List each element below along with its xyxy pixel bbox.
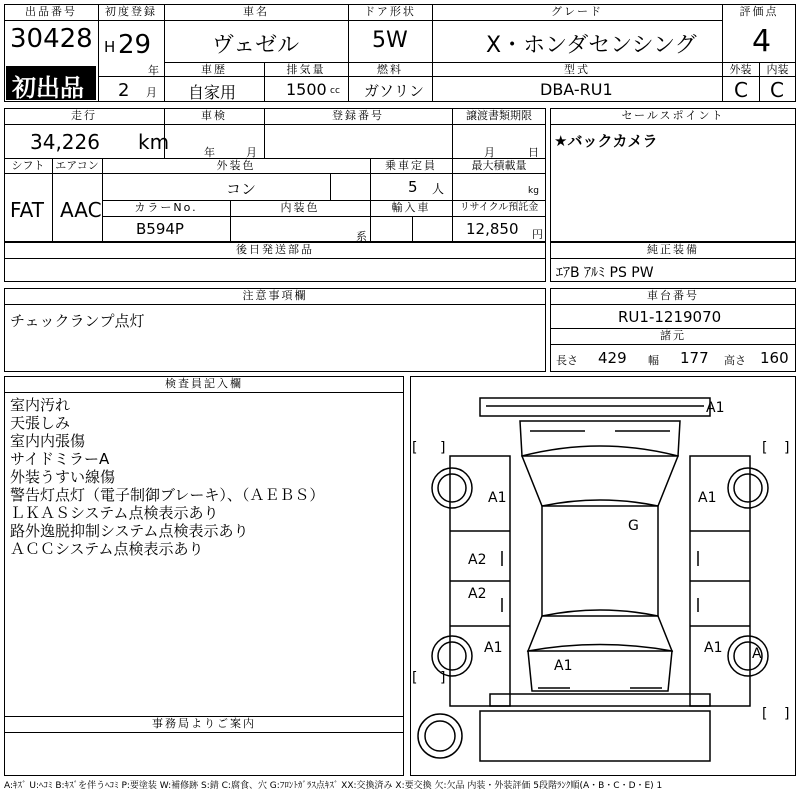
- displacement-label: 排気量: [286, 63, 326, 76]
- dims-label: 諸元: [660, 329, 686, 342]
- door-label: ドア形状: [364, 5, 416, 18]
- damage-rear-tire: A: [752, 646, 762, 662]
- bracket-open-rear-right: [: [762, 706, 768, 722]
- damage-windshield: G: [628, 518, 639, 534]
- inspector-line: 天張しみ: [10, 414, 71, 432]
- damage-left-front-door: A2: [468, 552, 487, 568]
- import-label: 輸入車: [391, 201, 431, 214]
- exterior-grade: C: [734, 78, 748, 102]
- load-unit: kg: [528, 186, 539, 196]
- exterior-label: 外装: [729, 63, 752, 76]
- fuel-value: ガソリン: [364, 82, 425, 100]
- door-type: 5W: [372, 28, 408, 53]
- notes-label: 注意事項欄: [242, 289, 308, 302]
- chassis-value: RU1-1219070: [618, 308, 722, 326]
- height-label: 高さ: [724, 354, 746, 367]
- height-value: 160: [760, 349, 789, 367]
- shift-value: FAT: [10, 198, 45, 222]
- sales-point-label: セールスポイント: [621, 109, 725, 122]
- inspector-line: サイドミラーA: [10, 450, 110, 468]
- era: H: [104, 38, 116, 56]
- color-no-value: B594P: [136, 220, 184, 238]
- damage-left-rear-door: A2: [468, 586, 487, 602]
- chassis-label: 車台番号: [647, 289, 699, 302]
- bracket-open-right: [: [762, 440, 768, 456]
- first-reg-label: 初度登録: [105, 5, 157, 18]
- score-label: 評価点: [739, 5, 779, 18]
- damage-front-right-fender: A1: [698, 490, 717, 506]
- damage-front-bumper: A1: [706, 400, 725, 416]
- sales-point-panel: [550, 108, 796, 242]
- recycle-unit: 円: [532, 228, 543, 241]
- inspection-label: 車検: [201, 109, 227, 122]
- model-label: 車名: [243, 5, 269, 18]
- equipment-label: 純正装備: [647, 243, 699, 256]
- reg-year: 29: [118, 30, 152, 60]
- recycle-value: 12,850: [466, 220, 519, 238]
- sales-point-value: ★バックカメラ: [554, 132, 658, 150]
- load-label: 最大積載量: [471, 159, 527, 172]
- color-value: コン: [226, 180, 257, 198]
- ac-label: エアコン: [55, 159, 99, 172]
- inspector-line: 警告灯点灯（電子制御ブレーキ）、（ＡＥＢＳ）: [10, 486, 325, 504]
- inspector-line: 室内内張傷: [10, 432, 86, 450]
- mileage-unit: km: [138, 130, 170, 154]
- capacity-label: 乗車定員: [385, 159, 437, 172]
- reg-month: 2: [118, 80, 130, 101]
- transfer-month: 月: [484, 146, 495, 159]
- inspector-line: 室内汚れ: [10, 396, 71, 414]
- first-listing-text: 初出品: [12, 74, 84, 102]
- car-diagram: [410, 376, 796, 776]
- model-name: ヴェゼル: [212, 33, 300, 58]
- inspector-line: 外装うすい線傷: [10, 468, 116, 486]
- bracket-close-rear-right: ]: [784, 706, 790, 722]
- mileage-value: 34,226: [30, 130, 100, 154]
- inspector-line: ＬＫＡＳシステム点検表示あり: [10, 504, 219, 522]
- history-label: 車歴: [201, 63, 227, 76]
- length-value: 429: [598, 349, 627, 367]
- displacement-value: 1500: [286, 80, 327, 99]
- bracket-close: ]: [440, 440, 446, 456]
- inspector-label: 検査員記入欄: [165, 377, 243, 390]
- notes-value: チェックランプ点灯: [10, 312, 145, 330]
- shift-label: シフト: [11, 159, 45, 172]
- bracket-open-rear: [: [412, 670, 418, 686]
- grade-label: グレード: [551, 5, 603, 18]
- transfer-label: 譲渡書類期限: [466, 109, 532, 122]
- type-value: DBA-RU1: [540, 80, 613, 99]
- lot-label: 出品番号: [25, 5, 77, 18]
- damage-trunk: A1: [554, 658, 573, 674]
- interior-label: 内装: [766, 63, 789, 76]
- length-label: 長さ: [556, 354, 578, 367]
- damage-front-left-fender: A1: [488, 490, 507, 506]
- reg-month-unit: 月: [146, 86, 157, 99]
- bracket-close-rear: ]: [440, 670, 446, 686]
- history-value: 自家用: [188, 83, 237, 102]
- later-parts-label: 後日発送部品: [236, 243, 314, 256]
- type-label: 型式: [564, 63, 590, 76]
- mileage-label: 走行: [71, 109, 97, 122]
- damage-rear-right-fender: A1: [704, 640, 723, 656]
- capacity-value: 5: [408, 178, 418, 196]
- width-label: 幅: [648, 354, 659, 367]
- bracket-close-right: ]: [784, 440, 790, 456]
- color-label: 外装色: [216, 159, 256, 172]
- displacement-unit: cc: [330, 86, 340, 96]
- width-value: 177: [680, 349, 709, 367]
- color-no-label: カラーNo.: [134, 201, 198, 214]
- interior-grade: C: [770, 78, 784, 102]
- inspector-line: ＡＣＣシステム点検表示あり: [10, 540, 204, 558]
- registration-label: 登録番号: [332, 109, 384, 122]
- damage-rear-left-fender: A1: [484, 640, 503, 656]
- lot-number: 30428: [10, 24, 93, 54]
- fuel-label: 燃料: [377, 63, 403, 76]
- inspector-line: 路外逸脱抑制システム点検表示あり: [10, 522, 249, 540]
- legend: A:ｷｽﾞ U:ﾍｺﾐ B:ｷｽﾞを伴うﾍｺﾐ P:要塗装 W:補修跡 S:錆 C:腐食、穴 G:ﾌﾛﾝﾄｶﾞﾗｽ点ｷｽﾞ XX:交換済み X:要交換 欠:欠品 内装・外装評価 5段階ﾗﾝｸ順(A・B・C・D・E) 1: [4, 781, 663, 791]
- reg-year-unit: 年: [148, 64, 159, 77]
- score-value: 4: [752, 24, 772, 59]
- int-color-unit: 系: [356, 230, 367, 243]
- equipment-value: ｴｱB ｱﾙﾐ PS PW: [556, 265, 654, 281]
- recycle-label: リサイクル預託金: [459, 202, 539, 213]
- grade-value: X・ホンダセンシング: [486, 33, 697, 58]
- insp-month-unit: 月: [246, 146, 257, 159]
- capacity-unit: 人: [432, 182, 445, 196]
- bracket-open: [: [412, 440, 418, 456]
- ac-value: AAC: [60, 198, 102, 222]
- int-color-label: 内装色: [280, 201, 320, 214]
- insp-year-unit: 年: [204, 146, 215, 159]
- transfer-day: 日: [528, 146, 539, 159]
- office-label: 事務局よりご案内: [152, 717, 256, 730]
